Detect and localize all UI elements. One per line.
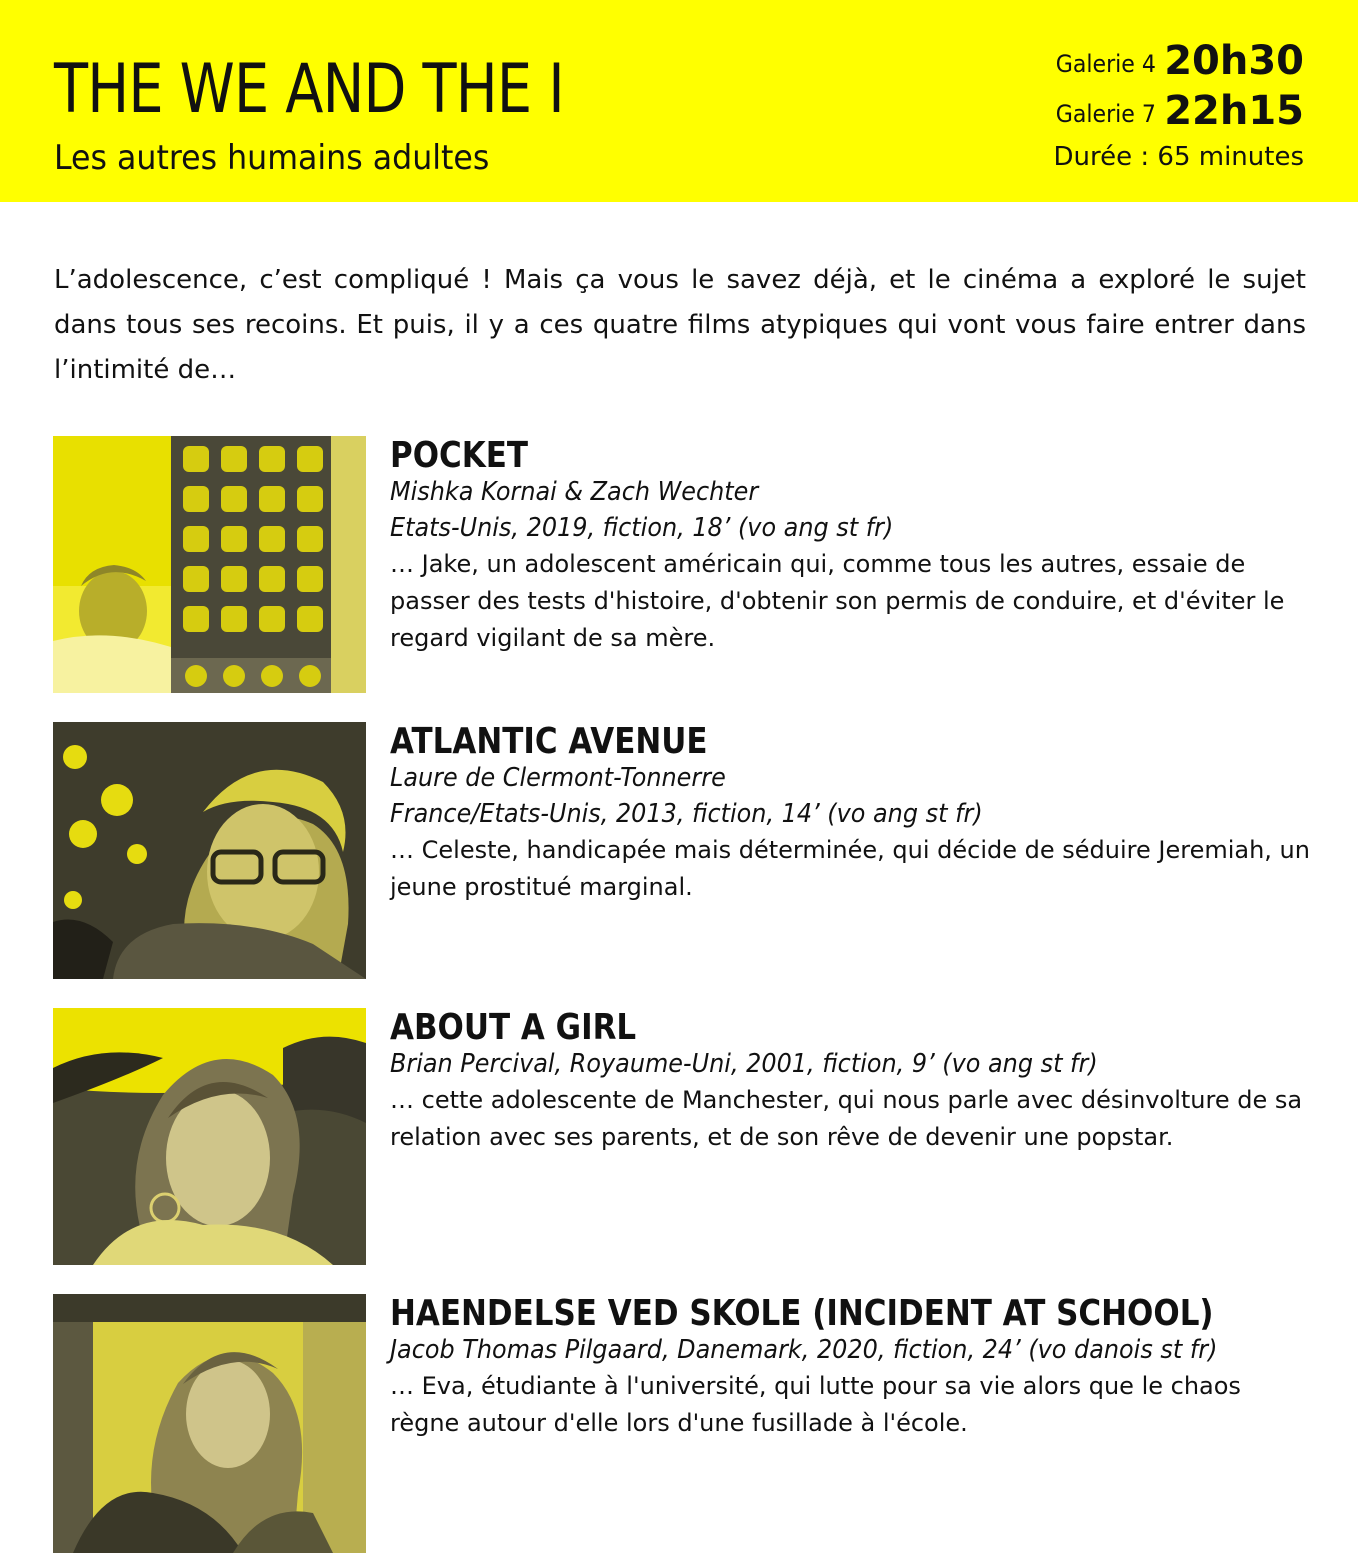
film-still-pocket [53, 436, 366, 693]
film-details: Etats-Unis, 2019, fiction, 18’ (vo ang st fr) [390, 513, 894, 543]
film-still-haendelse-ved-skole [53, 1294, 366, 1553]
film-director: Laure de Clermont-Tonnerre [390, 763, 726, 793]
program-title: THE WE AND THE I [54, 50, 564, 129]
program-subtitle: Les autres humains adultes [54, 138, 490, 178]
film-description: … Eva, étudiante à l'université, qui lutte pour sa vie alors que le chaos règne autour d'elle lors d'une fusillade à l'école. [390, 1372, 1241, 1437]
film-description: … Jake, un adolescent américain qui, comme tous les autres, essaie de passer des tests d'histoire, d'obtenir son permis de conduire, et d'éviter le regard vigilant de sa mère. [390, 550, 1285, 652]
screening-time: 22h15 [1164, 88, 1304, 134]
screening-venue: Galerie 4 [1055, 50, 1157, 78]
program-duration: Durée : 65 minutes [1053, 142, 1304, 172]
film-entry-about-a-girl [0, 1008, 1358, 1266]
film-still-atlantic-avenue [53, 722, 366, 979]
film-still-about-a-girl [53, 1008, 366, 1265]
film-title: HAENDELSE VED SKOLE (INCIDENT AT SCHOOL) [390, 1293, 1214, 1334]
film-details: Jacob Thomas Pilgaard, Danemark, 2020, fiction, 24’ (vo danois st fr) [390, 1335, 1218, 1365]
screening-1 [1047, 38, 1304, 84]
screening-2 [1047, 88, 1304, 134]
film-description: … cette adolescente de Manchester, qui nous parle avec désinvolture de sa relation avec ses parents, et de son rêve de devenir une popstar. [390, 1086, 1303, 1151]
film-entry-pocket [0, 436, 1358, 694]
intro-paragraph: L’adolescence, c’est compliqué ! Mais ça vous le savez déjà, et le cinéma a exploré le sujet dans tous ses recoins. Et puis, il y a ces quatre films atypiques qui vont vous faire entrer dans l’intimité de… [54, 265, 1306, 385]
film-title: ABOUT A GIRL [390, 1007, 637, 1048]
film-title: POCKET [390, 435, 528, 476]
screening-venue: Galerie 7 [1055, 100, 1157, 128]
film-entry-atlantic-avenue [0, 722, 1358, 980]
film-title: ATLANTIC AVENUE [390, 721, 708, 762]
film-entry-haendelse-ved-skole [0, 1294, 1358, 1553]
screening-time: 20h30 [1164, 38, 1304, 84]
film-description: … Celeste, handicapée mais déterminée, qui décide de séduire Jeremiah, un jeune prostitué marginal. [390, 836, 1310, 901]
film-details: France/Etats-Unis, 2013, fiction, 14’ (vo ang st fr) [390, 799, 983, 829]
film-director: Mishka Kornai & Zach Wechter [390, 477, 759, 507]
film-details: Brian Percival, Royaume-Uni, 2001, fiction, 9’ (vo ang st fr) [390, 1049, 1098, 1079]
header-banner [0, 0, 1358, 202]
